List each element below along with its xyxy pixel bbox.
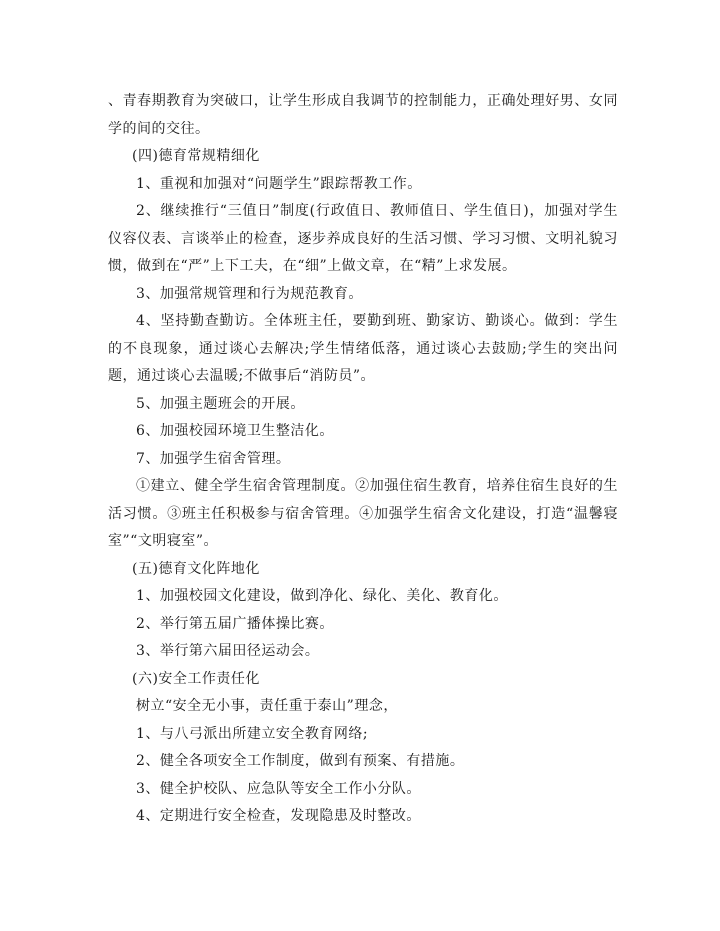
paragraph-item: 6、加强校园环境卫生整洁化。 (136, 423, 334, 439)
paragraph-item: ①建立、健全学生宿舍管理制度。②加强住宿生教育，培养住宿生良好的生活习惯。③班主任积极参与宿舍管理。④加强学生宿舍文化建设，打造“温馨寝室”“文明寝室”。 (108, 478, 618, 549)
paragraph-item: 4、定期进行安全检查，发现隐患及时整改。 (136, 808, 421, 824)
paragraph-continuation: 、青春期教育为突破口，让学生形成自我调节的控制能力，正确处理好男、女同学的间的交往。 (108, 93, 618, 137)
paragraph-item: 3、举行第六届田径运动会。 (136, 643, 320, 659)
paragraph-item: 1、与八弓派出所建立安全教育网络; (136, 725, 369, 742)
paragraph-item: 2、继续推行“三值日”制度(行政值日、教师值日、学生值日)，加强对学生仪容仪表、言谈举止的检查，逐步养成良好的生活习惯、学习习惯、文明礼貌习惯，做到在“严”上下工夫，在“细”上做文章，在“精”上求发展。 (108, 203, 618, 274)
document-page (108, 88, 618, 831)
paragraph-item: 2、举行第五届广播体操比赛。 (136, 615, 334, 632)
paragraph-item: 5、加强主题班会的开展。 (136, 395, 305, 412)
section-heading-4: (四)德育常规精细化 (132, 148, 260, 164)
paragraph-item: 4、坚持勤查勤访。全体班主任，要勤到班、勤家访、勤谈心。做到：学生的不良现象，通过谈心去解决;学生情绪低落，通过谈心去鼓励;学生的突出问题，通过谈心去温暖;不做事后“消防员”。 (108, 313, 618, 384)
section-heading-5: (五)德育文化阵地化 (132, 560, 260, 577)
paragraph-item: 1、加强校园文化建设，做到净化、绿化、美化、教育化。 (136, 588, 508, 604)
paragraph-item: 7、加强学生宿舍管理。 (136, 450, 291, 467)
paragraph-item: 2、健全各项安全工作制度，做到有预案、有措施。 (136, 753, 465, 769)
paragraph-item: 1、重视和加强对“问题学生”跟踪帮教工作。 (136, 175, 422, 192)
section-heading-6: (六)安全工作责任化 (132, 670, 260, 687)
paragraph-item: 树立“安全无小事，责任重于泰山”理念， (136, 698, 398, 714)
paragraph-item: 3、加强常规管理和行为规范教育。 (136, 285, 363, 302)
paragraph-item: 3、健全护校队、应急队等安全工作小分队。 (136, 780, 421, 797)
